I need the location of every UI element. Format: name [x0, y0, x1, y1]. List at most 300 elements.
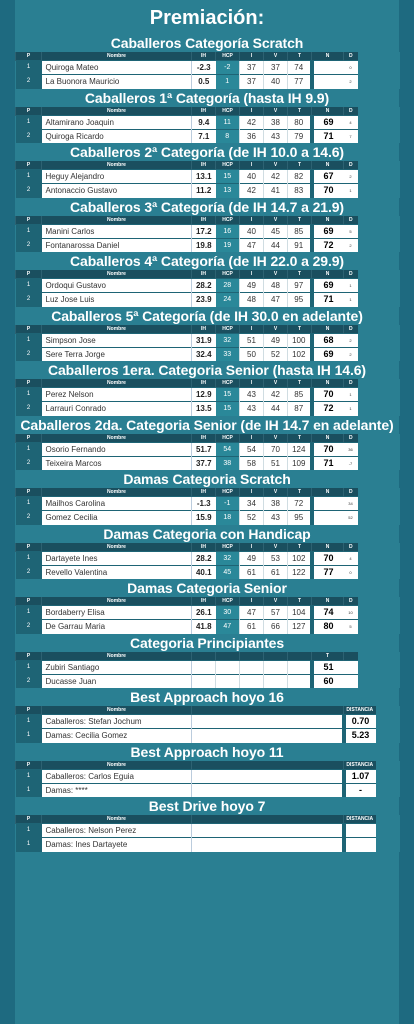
header-v: V — [264, 107, 288, 116]
first-nine-cell: 58 — [240, 456, 264, 470]
ih-cell: -2.3 — [192, 61, 216, 75]
row-spacer — [358, 129, 400, 143]
position-cell: 2 — [16, 75, 42, 89]
header-i: I — [240, 270, 264, 279]
header-d: D — [344, 161, 358, 170]
player-name: Teixeira Marcos — [42, 456, 192, 470]
position-cell: 1 — [16, 279, 42, 293]
header-nombre: Nombre — [42, 543, 192, 552]
section-title: Caballeros 2da. Categoria Senior (de IH 14.7 en adelante) — [20, 416, 394, 433]
net-score-cell: 70 — [312, 551, 344, 565]
header-p: P — [16, 270, 42, 279]
award-winner: Damas: **** — [42, 783, 192, 797]
header-blank — [192, 761, 344, 770]
section-title: Caballeros 5ª Categoría (de IH 30.0 en adelante) — [51, 307, 363, 324]
header-v: V — [264, 488, 288, 497]
first-nine-cell: 48 — [240, 293, 264, 307]
hcp-cell: 18 — [216, 511, 240, 525]
header-spacer — [358, 488, 400, 497]
net-score-cell: 67 — [312, 170, 344, 184]
empty-cell — [240, 660, 264, 674]
beginners-section — [15, 634, 399, 689]
player-name: Gomez Cecilia — [42, 511, 192, 525]
gross-total-cell: 109 — [288, 456, 312, 470]
hcp-cell: -2 — [216, 61, 240, 75]
section-title: Categoria Principiantes — [129, 634, 285, 651]
header-d: D — [344, 434, 358, 443]
second-nine-cell: 52 — [264, 347, 288, 361]
first-nine-cell: 40 — [240, 170, 264, 184]
section-title: Caballeros Categoría Scratch — [110, 35, 304, 51]
table-row — [16, 511, 400, 525]
ih-cell: 13.1 — [192, 170, 216, 184]
header-v: V — [264, 379, 288, 388]
header-n: N — [312, 597, 344, 606]
section-title: Caballeros 1ª Categoría (hasta IH 9.9) — [84, 89, 330, 106]
net-score-cell: 72 — [312, 402, 344, 416]
gross-total-cell: 95 — [288, 511, 312, 525]
difference-cell: 2 — [344, 238, 358, 252]
position-cell: 2 — [16, 347, 42, 361]
row-spacer — [358, 347, 400, 361]
section-title: Damas Categoria con Handicap — [103, 525, 311, 542]
first-nine-cell: 37 — [240, 61, 264, 75]
ih-cell: 40.1 — [192, 565, 216, 579]
position-cell: 2 — [16, 293, 42, 307]
row-spacer — [358, 511, 400, 525]
player-name: Ordoqui Gustavo — [42, 279, 192, 293]
empty-cell — [192, 838, 344, 852]
player-name: Heguy Alejandro — [42, 170, 192, 184]
hcp-cell: 19 — [216, 238, 240, 252]
row-spacer — [358, 170, 400, 184]
results-table — [15, 543, 400, 580]
difference-cell: 1 — [344, 388, 358, 402]
player-name: Revello Valentina — [42, 565, 192, 579]
gross-total-cell: 100 — [288, 333, 312, 347]
ih-cell: 51.7 — [192, 442, 216, 456]
header-p: P — [16, 543, 42, 552]
header-v: V — [264, 543, 288, 552]
net-score-cell: 71 — [312, 456, 344, 470]
table-row — [16, 224, 400, 238]
hcp-cell: 54 — [216, 442, 240, 456]
ih-cell: 12.9 — [192, 388, 216, 402]
first-nine-cell: 49 — [240, 279, 264, 293]
difference-cell: 0 — [344, 565, 358, 579]
empty-cell — [240, 674, 264, 688]
net-score-cell: 77 — [312, 565, 344, 579]
difference-cell: 36 — [344, 442, 358, 456]
section-title: Damas Categoria Senior — [127, 580, 287, 596]
ih-cell: 7.1 — [192, 129, 216, 143]
gross-total-cell: 82 — [288, 170, 312, 184]
category-section — [15, 143, 399, 198]
hcp-cell: 1 — [216, 75, 240, 89]
net-score-cell: 74 — [312, 606, 344, 620]
results-table — [15, 161, 400, 198]
difference-cell: 2 — [344, 347, 358, 361]
section-title: Caballeros 1era. Categoria Senior (hasta IH 14.6) — [47, 362, 366, 378]
header-ih: IH — [192, 597, 216, 606]
difference-cell: 4 — [344, 115, 358, 129]
header-n: N — [312, 543, 344, 552]
row-spacer — [376, 783, 400, 797]
second-nine-cell: 49 — [264, 333, 288, 347]
second-nine-cell: 41 — [264, 184, 288, 198]
distance-cell: 0.70 — [344, 715, 376, 729]
gross-total-cell: 85 — [288, 224, 312, 238]
empty-cell — [192, 729, 344, 743]
header-t: T — [288, 325, 312, 334]
header-n: N — [312, 434, 344, 443]
header-p: P — [16, 216, 42, 225]
first-nine-cell: 40 — [240, 224, 264, 238]
table-header — [16, 379, 400, 388]
position-cell: 2 — [16, 184, 42, 198]
row-spacer — [358, 61, 400, 75]
header-i: I — [240, 216, 264, 225]
header-ih: IH — [192, 52, 216, 61]
table-row — [16, 783, 400, 797]
header-hcp: HCP — [216, 325, 240, 334]
player-name: Dartayete Ines — [42, 551, 192, 565]
first-nine-cell: 36 — [240, 129, 264, 143]
difference-cell: 34 — [344, 497, 358, 511]
second-nine-cell: 45 — [264, 224, 288, 238]
position-cell: 1 — [16, 388, 42, 402]
second-nine-cell: 40 — [264, 75, 288, 89]
net-score-cell: 69 — [312, 115, 344, 129]
table-row — [16, 279, 400, 293]
header-p: P — [16, 488, 42, 497]
header-spacer — [376, 706, 400, 715]
section-title: Caballeros 3ª Categoría (de IH 14.7 a 21.9) — [70, 198, 344, 215]
table-row — [16, 729, 400, 743]
difference-cell: 0 — [344, 61, 358, 75]
player-name: Zubiri Santiago — [42, 660, 192, 674]
row-spacer — [358, 551, 400, 565]
header-n: N — [312, 52, 344, 61]
second-nine-cell: 44 — [264, 402, 288, 416]
position-cell: 1 — [16, 497, 42, 511]
category-section — [15, 89, 399, 144]
results-table — [15, 107, 400, 144]
row-spacer — [358, 75, 400, 89]
header-ih: IH — [192, 434, 216, 443]
header-distancia: DISTANCIA — [344, 815, 376, 824]
net-score-cell: 70 — [312, 184, 344, 198]
table-header — [16, 488, 400, 497]
header-p: P — [16, 597, 42, 606]
header-t: T — [288, 161, 312, 170]
first-nine-cell: 47 — [240, 606, 264, 620]
table-row — [16, 715, 400, 729]
header-n: N — [312, 216, 344, 225]
hcp-cell: 38 — [216, 456, 240, 470]
ih-cell: 32.4 — [192, 347, 216, 361]
header-blank — [240, 652, 264, 661]
header-p: P — [16, 652, 42, 661]
position-cell: 2 — [16, 129, 42, 143]
header-nombre: Nombre — [42, 161, 192, 170]
net-score-cell: 71 — [312, 293, 344, 307]
category-section — [15, 361, 399, 416]
header-i: I — [240, 597, 264, 606]
header-v: V — [264, 52, 288, 61]
hcp-cell: -1 — [216, 497, 240, 511]
header-p: P — [16, 815, 42, 824]
header-i: I — [240, 379, 264, 388]
position-cell: 1 — [16, 170, 42, 184]
category-section — [15, 416, 399, 471]
award-table — [15, 761, 400, 798]
row-spacer — [358, 279, 400, 293]
hcp-cell: 16 — [216, 224, 240, 238]
ih-cell: 28.2 — [192, 551, 216, 565]
award-table — [15, 815, 400, 852]
header-v: V — [264, 434, 288, 443]
total-cell: 51 — [312, 660, 344, 674]
header-t: T — [288, 488, 312, 497]
position-cell: 2 — [16, 402, 42, 416]
header-spacer — [358, 543, 400, 552]
row-spacer — [358, 606, 400, 620]
header-hcp: HCP — [216, 52, 240, 61]
special-award-section — [15, 688, 399, 743]
distance-cell: 1.07 — [344, 769, 376, 783]
hcp-cell: 13 — [216, 184, 240, 198]
header-hcp: HCP — [216, 488, 240, 497]
player-name: Sere Terra Jorge — [42, 347, 192, 361]
header-nombre: Nombre — [42, 706, 192, 715]
header-spacer — [358, 216, 400, 225]
first-nine-cell: 47 — [240, 238, 264, 252]
ih-cell: 41.8 — [192, 620, 216, 634]
difference-cell: 7 — [344, 129, 358, 143]
hcp-cell: 32 — [216, 551, 240, 565]
header-hcp: HCP — [216, 379, 240, 388]
award-winner: Caballeros: Nelson Perez — [42, 824, 192, 838]
header-nombre: Nombre — [42, 488, 192, 497]
gross-total-cell: 91 — [288, 238, 312, 252]
net-score-cell: 72 — [312, 238, 344, 252]
header-ih: IH — [192, 379, 216, 388]
header-nombre: Nombre — [42, 52, 192, 61]
header-n: N — [312, 488, 344, 497]
player-name: Quiroga Ricardo — [42, 129, 192, 143]
table-row — [16, 442, 400, 456]
net-score-cell — [312, 61, 344, 75]
table-header — [16, 270, 400, 279]
gross-total-cell: 79 — [288, 129, 312, 143]
header-spacer — [358, 434, 400, 443]
difference-cell: 5 — [344, 620, 358, 634]
row-spacer — [358, 442, 400, 456]
position-cell: 2 — [16, 674, 42, 688]
table-header — [16, 597, 400, 606]
row-spacer — [376, 729, 400, 743]
ih-cell: 19.8 — [192, 238, 216, 252]
header-v: V — [264, 216, 288, 225]
header-hcp: HCP — [216, 543, 240, 552]
empty-cell — [344, 674, 358, 688]
second-nine-cell: 47 — [264, 293, 288, 307]
category-section — [15, 198, 399, 253]
player-name: De Garrau Maria — [42, 620, 192, 634]
header-hcp: HCP — [216, 107, 240, 116]
gross-total-cell: 97 — [288, 279, 312, 293]
header-hcp: HCP — [216, 434, 240, 443]
net-score-cell: 80 — [312, 620, 344, 634]
row-spacer — [358, 293, 400, 307]
header-d: D — [344, 107, 358, 116]
position-cell: 1 — [16, 783, 42, 797]
results-table — [15, 216, 400, 253]
position-cell: 1 — [16, 838, 42, 852]
position-cell: 2 — [16, 456, 42, 470]
net-score-cell — [312, 511, 344, 525]
header-n: N — [312, 270, 344, 279]
row-spacer — [358, 115, 400, 129]
net-score-cell — [312, 75, 344, 89]
position-cell: 1 — [16, 61, 42, 75]
gross-total-cell: 80 — [288, 115, 312, 129]
empty-cell — [192, 824, 344, 838]
first-nine-cell: 42 — [240, 115, 264, 129]
special-award-section — [15, 797, 399, 852]
position-cell: 2 — [16, 238, 42, 252]
table-row — [16, 293, 400, 307]
net-score-cell: 71 — [312, 129, 344, 143]
difference-cell: 1 — [344, 293, 358, 307]
table-row — [16, 184, 400, 198]
header-spacer — [358, 161, 400, 170]
header-d: D — [344, 543, 358, 552]
second-nine-cell: 70 — [264, 442, 288, 456]
award-winner: Caballeros: Stefan Jochum — [42, 715, 192, 729]
header-d: D — [344, 216, 358, 225]
header-spacer — [358, 652, 400, 661]
hcp-cell: 8 — [216, 129, 240, 143]
empty-cell — [216, 660, 240, 674]
table-header — [16, 107, 400, 116]
position-cell: 2 — [16, 620, 42, 634]
distance-cell — [344, 838, 376, 852]
position-cell: 1 — [16, 660, 42, 674]
award-winner: Caballeros: Carlos Eguia — [42, 769, 192, 783]
player-name: Osorio Fernando — [42, 442, 192, 456]
results-sheet — [15, 0, 399, 1024]
header-spacer — [358, 597, 400, 606]
header-hcp: HCP — [216, 597, 240, 606]
row-spacer — [358, 184, 400, 198]
page-title: Premiación: — [149, 7, 265, 29]
section-title: Damas Categoria Scratch — [123, 471, 291, 487]
table-row — [16, 674, 400, 688]
table-header — [16, 161, 400, 170]
first-nine-cell: 34 — [240, 497, 264, 511]
header-t: T — [312, 652, 344, 661]
difference-cell: 4 — [344, 551, 358, 565]
second-nine-cell: 43 — [264, 129, 288, 143]
results-table — [15, 325, 400, 362]
header-d: D — [344, 597, 358, 606]
second-nine-cell: 42 — [264, 388, 288, 402]
ih-cell: 26.1 — [192, 606, 216, 620]
header-p: P — [16, 52, 42, 61]
header-t: T — [288, 597, 312, 606]
header-ih: IH — [192, 161, 216, 170]
second-nine-cell: 38 — [264, 115, 288, 129]
table-row — [16, 388, 400, 402]
total-cell: 60 — [312, 674, 344, 688]
gross-total-cell: 87 — [288, 402, 312, 416]
position-cell: 2 — [16, 565, 42, 579]
second-nine-cell: 42 — [264, 170, 288, 184]
row-spacer — [358, 674, 400, 688]
header-ih: IH — [192, 107, 216, 116]
position-cell: 1 — [16, 606, 42, 620]
header-ih: IH — [192, 543, 216, 552]
first-nine-cell: 61 — [240, 620, 264, 634]
row-spacer — [358, 238, 400, 252]
row-spacer — [358, 224, 400, 238]
table-row — [16, 402, 400, 416]
row-spacer — [358, 402, 400, 416]
table-row — [16, 606, 400, 620]
header-nombre: Nombre — [42, 434, 192, 443]
table-row — [16, 170, 400, 184]
category-section — [15, 579, 399, 634]
header-i: I — [240, 543, 264, 552]
second-nine-cell: 44 — [264, 238, 288, 252]
header-p: P — [16, 379, 42, 388]
table-header — [16, 543, 400, 552]
position-cell: 1 — [16, 551, 42, 565]
table-row — [16, 769, 400, 783]
table-header — [16, 52, 400, 61]
table-header — [16, 706, 400, 715]
distance-cell: 5.23 — [344, 729, 376, 743]
empty-cell — [288, 674, 312, 688]
hcp-cell: 28 — [216, 279, 240, 293]
net-score-cell: 70 — [312, 388, 344, 402]
ih-cell: 23.9 — [192, 293, 216, 307]
header-n: N — [312, 325, 344, 334]
results-table — [15, 434, 400, 471]
table-row — [16, 824, 400, 838]
first-nine-cell: 49 — [240, 551, 264, 565]
first-nine-cell: 43 — [240, 402, 264, 416]
ih-cell: 13.5 — [192, 402, 216, 416]
header-t: T — [288, 107, 312, 116]
header-blank — [192, 652, 216, 661]
position-cell: 1 — [16, 729, 42, 743]
table-row — [16, 75, 400, 89]
table-row — [16, 333, 400, 347]
table-row — [16, 620, 400, 634]
header-hcp: HCP — [216, 270, 240, 279]
header-p: P — [16, 706, 42, 715]
position-cell: 1 — [16, 115, 42, 129]
second-nine-cell: 48 — [264, 279, 288, 293]
header-t: T — [288, 270, 312, 279]
section-title: Caballeros 2ª Categoría (de IH 10.0 a 14.6) — [70, 144, 344, 160]
net-score-cell — [312, 497, 344, 511]
section-title: Best Drive hoyo 7 — [148, 798, 266, 814]
gross-total-cell: 104 — [288, 606, 312, 620]
